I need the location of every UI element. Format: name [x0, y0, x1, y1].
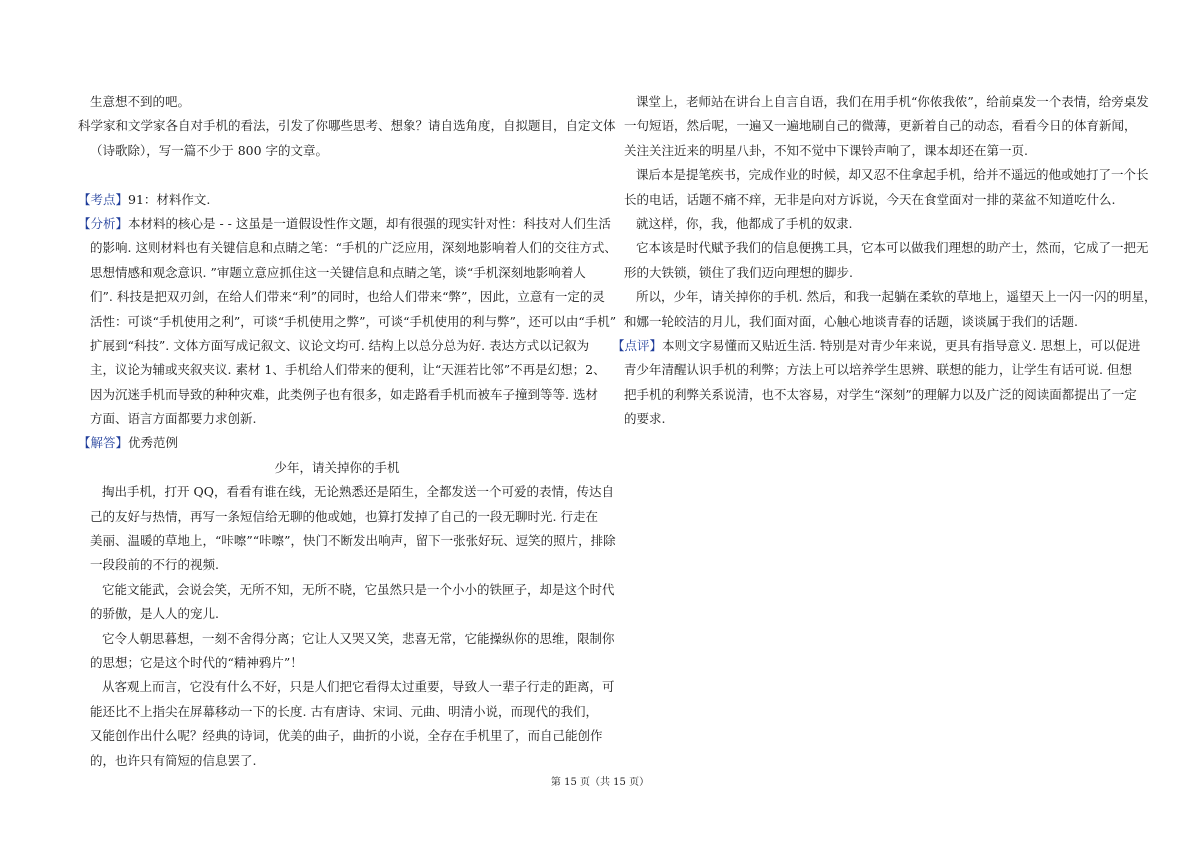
essay-line: 的思想；它是这个时代的“精神鸦片”！	[90, 654, 303, 670]
essay-line: 长的电话，话题不痛不痒，无非是向对方诉说，今天在食堂面对一排的菜盆不知道吃什么.	[624, 191, 1116, 207]
essay-line: 它本该是时代赋予我们的信息便携工具，它本可以做我们理想的助产士，然而，它成了一把无	[636, 240, 1149, 256]
dianping-tag: 【点评】	[612, 337, 663, 353]
spacer	[78, 163, 596, 187]
fenxi-line: 本材料的核心是 - - 这虽是一道假设性作文题，却有很强的现实针对性：科技对人们生活	[128, 215, 611, 231]
essay-line: 能还比不上指尖在屏幕移动一下的长度. 古有唐诗、宋词、元曲、明清小说，而现代的我们，	[90, 703, 598, 719]
question-line: 科学家和文学家各自对手机的看法，引发了你哪些思考、想象？请自选角度，自拟题目，自定文体	[78, 118, 616, 134]
fenxi-tag: 【分析】	[78, 215, 129, 231]
essay-line: 又能创作出什么呢？经典的诗词，优美的曲子，曲折的小说，全存在手机里了，而自己能创作	[90, 728, 603, 744]
kaodian-section	[78, 188, 596, 212]
essay-line: 所以，少年，请关掉你的手机. 然后，和我一起躺在柔软的草地上，遥望天上一闪一闪的明星，	[636, 289, 1157, 305]
fenxi-line: 们”. 科技是把双刃剑，在给人们带来“利”的同时，也给人们带来“弊”，因此，立意有一定的灵	[90, 289, 605, 305]
essay-title: 少年，请关掉你的手机	[274, 459, 400, 475]
fenxi-line: 主，议论为辅或夹叙夹议. 素材 1、手机给人们带来的便利，让“天涯若比邻”不再是幻想；2、	[90, 362, 606, 378]
jieda-tag: 【解答】	[78, 435, 129, 451]
dianping-section	[612, 334, 1141, 358]
essay-line: 形的大铁锁，锁住了我们迈向理想的脚步.	[624, 264, 853, 280]
left-column	[78, 90, 617, 773]
fenxi-line: 因为沉迷手机而导致的种种灾难，此类例子也有很多，如走路看手机而被车子撞到等等. 选材	[90, 386, 598, 402]
essay-line: 它令人朝思暮想，一刻不舍得分离；它让人又哭又笑，悲喜无常，它能操纵你的思维，限制你	[102, 630, 615, 646]
essay-line: 掏出手机，打开 QQ，看看有谁在线，无论熟悉还是陌生，全都发送一个可爱的表情，传达自	[102, 484, 614, 500]
dianping-line: 的要求.	[624, 411, 666, 427]
essay-line: 己的友好与热情，再写一条短信给无聊的他或她，也算打发掉了自己的一段无聊时光. 行走在	[90, 508, 598, 524]
fenxi-line: 方面、语言方面都要力求创新.	[90, 411, 257, 427]
essay-line: 就这样，你，我，他都成了手机的奴隶.	[636, 215, 853, 231]
fenxi-line: 思想情感和观念意识. ”审题立意应抓住这一关键信息和点睛之笔，谈“手机深刻地影响着人	[90, 264, 586, 280]
essay-line: 课后本是提笔疾书，完成作业的时候，却又忍不住拿起手机，给并不遥远的他或她打了一个长	[636, 167, 1149, 183]
kaodian-text: 91：材料作文.	[128, 191, 211, 207]
essay-line: 的，也许只有简短的信息罢了.	[90, 752, 257, 768]
essay-line: 一句短语，然后呢，一遍又一遍地刷自己的微薄，更新着自己的动态，看看今日的体育新闻，	[624, 118, 1137, 134]
essay-line: 美丽、温暖的草地上，“咔嚓”“咔嚓”，快门不断发出响声，留下一张张好玩、逗笑的照片，排除	[90, 533, 616, 549]
dianping-line: 本则文字易懂而又贴近生活. 特别是对青少年来说，更具有指导意义. 思想上，可以促进	[662, 337, 1141, 353]
fenxi-line: 扩展到“科技”. 文体方面写成记叙文、议论文均可. 结构上以总分总为好. 表达方式以记叙为	[90, 337, 590, 353]
fenxi-line: 活性：可谈“手机使用之利”，可谈“手机使用之弊”，可谈“手机使用的利与弊”，还可以由“手机”	[90, 313, 617, 329]
page-number: 第 15 页（共 15 页）	[550, 777, 650, 788]
right-column	[612, 90, 1157, 431]
fenxi-section	[78, 212, 611, 236]
essay-line: 它能文能武，会说会笑，无所不知，无所不晓，它虽然只是一个小小的铁匣子，却是这个时代	[102, 581, 615, 597]
dianping-line: 青少年清醒认识手机的利弊；方法上可以培养学生思辨、联想的能力，让学生有话可说. 但想	[624, 362, 1132, 378]
essay-line: 一段段前的不行的视频.	[90, 557, 219, 573]
essay-line: 从客观上而言，它没有什么不好，只是人们把它看得太过重要，导致人一辈子行走的距离，可	[102, 679, 615, 695]
kaodian-tag: 【考点】	[78, 191, 129, 207]
jieda-text: 优秀范例	[128, 435, 179, 451]
essay-line: 关注关注近来的明星八卦，不知不觉中下课铃声响了，课本却还在第一页.	[624, 142, 1028, 158]
question-line: 生意想不到的吧。	[90, 94, 191, 109]
essay-line: 和娜一轮皎洁的月儿，我们面对面，心触心地谈青春的话题，谈谈属于我们的话题.	[624, 313, 1078, 329]
question-line: （诗歌除），写一篇不少于 800 字的文章。	[90, 142, 329, 158]
essay-line: 的骄傲，是人人的宠儿.	[90, 606, 219, 622]
jieda-section	[78, 431, 596, 455]
dianping-line: 把手机的利弊关系说清，也不太容易，对学生“深刻”的理解力以及广泛的阅读面都提出了一定	[624, 386, 1137, 402]
essay-line: 课堂上，老师站在讲台上自言自语，我们在用手机“你侬我侬”，给前桌发一个表情，给旁桌发	[636, 94, 1149, 109]
fenxi-line: 的影响. 这则材料也有关键信息和点睛之笔：“手机的广泛应用，深刻地影响着人们的交往方式、	[90, 240, 617, 256]
